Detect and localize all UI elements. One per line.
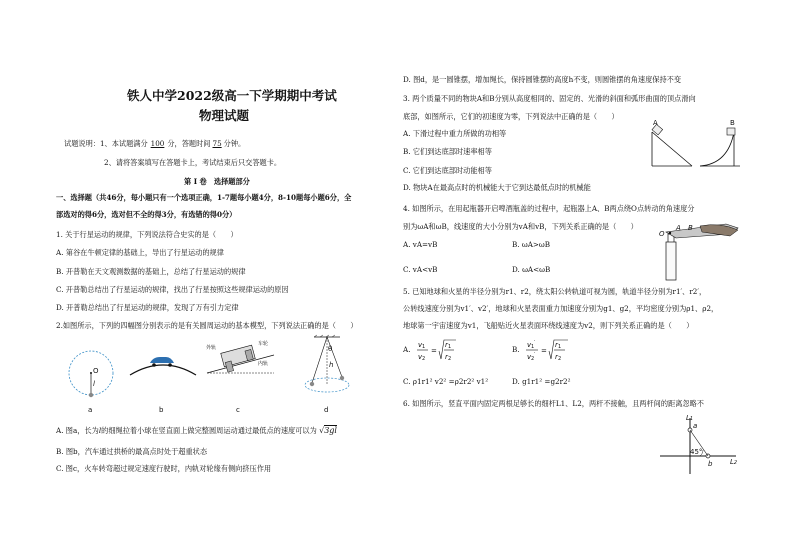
- full-score: 100: [150, 139, 165, 148]
- q4-option-c: C. vA<vB: [403, 265, 438, 274]
- q1-option-a: A. 第谷在牛顿定律的基础上，导出了行星运动的规律: [56, 248, 224, 257]
- q4-option-a: A. vA=vB: [403, 240, 438, 249]
- q5-option-a: A.: [403, 345, 411, 354]
- q3-option-a: A. 下滑过程中重力所做的功相等: [403, 129, 507, 138]
- q6-fig-b-label: b: [708, 460, 713, 468]
- fig-b-caption: b: [159, 406, 164, 414]
- q6-fig-angle-label: 45°: [690, 448, 703, 456]
- q2-option-a: A. 图a，长为l的细绳拉着小球在竖直面上做完整圆周运动通过最低点的速度可以为 √3gl: [56, 426, 337, 435]
- q2-stem: 2.如图所示，下列的四幅图分别表示的是有关圆周运动的基本模型，下列说法正确的是（ ）: [56, 321, 358, 330]
- q2-option-c: C. 图c，火车转弯超过规定速度行驶时，内轨对轮缘有侧向挤压作用: [56, 464, 272, 473]
- q3-fig-a-label: A: [653, 119, 658, 127]
- q6-fig-l1-label: L1: [686, 414, 694, 422]
- sqrt-expression: √3gl: [319, 426, 337, 435]
- q4-fig-b-label: B: [688, 224, 693, 232]
- svg-text:1: 1: [422, 344, 426, 350]
- svg-text:2: 2: [448, 356, 452, 362]
- q5-line3: 地球第一宇宙速度为v1，飞船贴近火星表面环绕线速度为v2，则下列关系正确的是（ ）: [403, 321, 694, 330]
- svg-text:r: r: [445, 341, 448, 349]
- exam-notes-line2: 2、请将答案填写在答题卡上，考试结束后只交答题卡。: [104, 158, 282, 167]
- q6-fig-l2-label: L2: [730, 458, 738, 466]
- fig-c-outer-rail: 外轨: [206, 345, 217, 351]
- q5-option-d: D. g1r1² =g2r2²: [512, 377, 571, 386]
- fig-a-caption: a: [88, 406, 93, 414]
- fig-d-h: h: [329, 361, 334, 369]
- q2-figure-a: [66, 335, 116, 415]
- fig-d-caption: d: [324, 406, 329, 414]
- svg-text:=: =: [431, 347, 437, 355]
- q4-stem-2: 别为ωA和ωB，线速度的大小分别为vA和vB，下列关系正确的是（ ）: [403, 222, 638, 231]
- q3-option-c: C. 它们到达底部时动能相等: [403, 166, 492, 175]
- section1-heading-2: 部选对的得6分，选对但不全的得3分，有选错的得0分）: [56, 210, 237, 219]
- svg-text:v: v: [418, 353, 423, 361]
- q3-option-d: D. 物块A在最高点时的机械能大于它到达最低点时的机械能: [403, 183, 591, 192]
- q6-fig-a-label: a: [693, 422, 698, 430]
- q1-option-b: B. 开普勒在天文观测数据的基础上，总结了行星运动的规律: [56, 267, 246, 276]
- svg-text:2: 2: [558, 356, 562, 362]
- q5-option-b-formula: [525, 338, 580, 364]
- svg-text:1: 1: [448, 344, 452, 350]
- fig-c-caption: c: [236, 406, 240, 414]
- svg-text:1: 1: [531, 344, 535, 350]
- svg-text:v: v: [418, 341, 423, 349]
- q4-fig-o-label: O: [659, 230, 665, 238]
- svg-text:v: v: [527, 341, 532, 349]
- q6-stem: 6. 如图所示，竖直平面内固定两根足够长的细杆L1、L2，两杆不接触，且两杆间的距离忽略不: [403, 399, 704, 408]
- q5-option-a-formula: [416, 338, 466, 364]
- svg-text:=: =: [541, 347, 547, 355]
- q4-fig-a-label: A: [676, 224, 681, 232]
- exam-notes-line1: 试题说明：1、本试题满分 100 分，答题时间 75 分钟。: [64, 139, 246, 148]
- svg-text:′: ′: [534, 352, 536, 358]
- q3-option-b: B. 它们到达底部时速率相等: [403, 147, 492, 156]
- exam-title: 铁人中学2022级高一下学期期中考试: [127, 88, 337, 103]
- q3-fig-b-label: B: [730, 119, 735, 127]
- q5-option-c: C. ρ1r1² v2² =ρ2r2² v1²: [403, 377, 489, 386]
- svg-text:2: 2: [422, 356, 426, 362]
- fig-c-inner-rail: 内轨: [258, 361, 269, 367]
- q4-option-d: D. ωA<ωB: [512, 265, 551, 274]
- q3-figure: [648, 118, 748, 178]
- q4-stem-1: 4. 如图所示，在用起瓶器开启啤酒瓶盖的过程中，起瓶器上A、B两点绕O点转动的角速度分: [403, 204, 695, 213]
- svg-text:′: ′: [534, 340, 536, 346]
- svg-text:1: 1: [558, 344, 562, 350]
- q4-option-b: B. ωA>ωB: [512, 240, 551, 249]
- svg-text:r: r: [555, 353, 558, 361]
- q2-option-b: B. 图b，汽车通过拱桥的最高点时处于超重状态: [56, 447, 208, 456]
- exam-subject: 物理试题: [199, 108, 250, 123]
- fig-d-theta: θ: [328, 345, 333, 353]
- svg-text:2: 2: [531, 356, 535, 362]
- svg-text:v: v: [527, 353, 532, 361]
- q4-figure: [650, 222, 745, 282]
- q1-stem: 1. 关于行星运动的规律，下列说法符合史实的是（ ）: [56, 230, 238, 239]
- q2-figure-d: [292, 335, 362, 415]
- q2-option-d: D. 图d，是一圆锥摆，增加绳长，保持圆锥摆的高度h不变，则圆锥摆的角速度保持不变: [403, 75, 682, 84]
- section1-heading: 一、选择题（共46分，每小题只有一个选项正确，1-7题每小题4分，8-10题每小题6分，全: [56, 193, 352, 202]
- q3-stem-2: 底部，如图所示，它们的初速度为零，下列说法中正确的是（ ）: [403, 112, 619, 121]
- q3-stem-1: 3. 两个质量不同的物块A和B分别从高度相同的、固定的、光滑的斜面和弧形曲面的顶点滑向: [403, 94, 696, 103]
- exam-time: 75: [212, 139, 222, 148]
- q6-figure: [660, 414, 750, 474]
- fig-c-wheel: 车轮: [258, 341, 269, 347]
- q2-figure-c: [202, 335, 277, 415]
- q5-line1: 5. 已知地球和火星的半径分别为r1、r2，绕太阳公转轨道可视为圆，轨道半径分别为r1′、r2′，: [403, 287, 707, 296]
- q1-option-c: C. 开普勒总结出了行星运动的规律，找出了行星按照这些规律运动的原因: [56, 285, 289, 294]
- fig-a-o-label: O: [93, 367, 99, 375]
- svg-text:r: r: [445, 353, 448, 361]
- svg-text:r: r: [555, 341, 558, 349]
- fig-a-l-label: l: [93, 380, 95, 388]
- part1-heading: 第 I 卷 选择题部分: [184, 177, 250, 186]
- q5-option-b: B.: [512, 345, 520, 354]
- q1-option-d: D. 开普勒总结出了行星运动的规律，发现了万有引力定律: [56, 303, 239, 312]
- q2-figure-b: [128, 335, 198, 415]
- q5-line2: 公转线速度分别为v1′、v2′，地球和火星表面重力加速度分别为g1、g2，平均密度分别为ρ1、ρ2，: [403, 304, 719, 313]
